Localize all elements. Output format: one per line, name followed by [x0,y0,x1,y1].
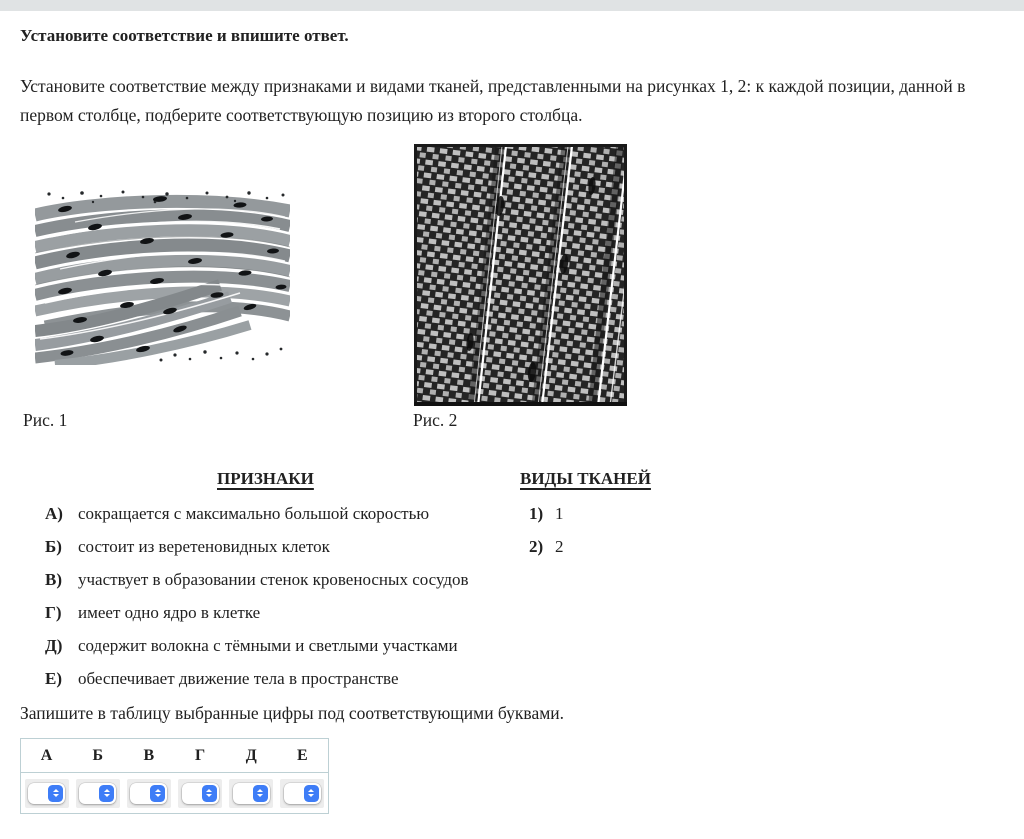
smooth-muscle-drawing [35,185,290,365]
task-instruction: Установите соответствие между признаками и видами тканей, представленными на рисунках 1, 2: к каждой позиции, данной в первом столбце, подберите соответствующую позицию из второго столбца. [20,76,966,125]
type-value-1: 1 [555,504,564,523]
chevron-down-icon [104,794,110,797]
stepper-arrows-icon [253,785,268,802]
chevron-down-icon [53,794,59,797]
write-answer-instruction: Запишите в таблицу выбранные цифры под соответствующими буквами. [20,703,565,723]
chevron-up-icon [155,789,161,792]
feature-letter-v: В) [45,570,62,589]
chevron-down-icon [206,794,212,797]
feature-text-e: обеспечивает движение тела в пространстве [78,669,399,688]
figure-2-caption: Рис. 2 [413,410,458,430]
stepper-arrows-icon [150,785,165,802]
answer-select-v[interactable] [130,783,167,804]
feature-text-a: сокращается с максимально большой скоростью [78,504,430,523]
chevron-up-icon [308,789,314,792]
chevron-up-icon [53,789,59,792]
feature-letter-e: Е) [45,669,62,688]
answer-select-d[interactable] [233,783,270,804]
chevron-down-icon [308,794,314,797]
type-value-2: 2 [555,537,564,556]
chevron-down-icon [155,794,161,797]
chevron-up-icon [257,789,263,792]
stepper-arrows-icon [202,785,217,802]
feature-letter-g: Г) [45,603,62,622]
top-bar [0,0,1024,11]
feature-letter-b: Б) [45,537,62,556]
stepper-arrows-icon [99,785,114,802]
page-title: Установите соответствие и впишите ответ. [20,26,349,45]
figure-1-caption: Рис. 1 [23,410,68,430]
chevron-up-icon [206,789,212,792]
feature-text-v: участвует в образовании стенок кровеносных сосудов [78,570,469,589]
answer-table-input-row [21,773,328,813]
feature-letter-a: А) [45,504,63,523]
feature-letter-d: Д) [45,636,63,655]
answer-select-g[interactable] [182,783,219,804]
answer-select-a[interactable] [28,783,65,804]
answer-col-header-b: Б [92,746,104,764]
tissue-types-header: ВИДЫ ТКАНЕЙ [520,469,651,488]
type-number-1: 1) [529,504,544,523]
answer-col-header-g: Г [194,746,206,764]
answer-col-header-v: В [143,746,155,764]
stepper-arrows-icon [48,785,63,802]
features-header: ПРИЗНАКИ [217,469,314,488]
answer-col-header-e: Е [297,746,308,764]
answer-col-header-d: Д [245,746,257,764]
figure-2-striated-muscle-image [414,144,627,406]
answer-col-header-a: А [40,746,53,764]
answer-table-header-row [21,739,328,773]
striated-muscle-drawing [414,144,627,406]
answer-select-e[interactable] [284,783,321,804]
feature-text-g: имеет одно ядро в клетке [78,603,261,622]
answer-table [20,738,329,814]
type-number-2: 2) [529,537,544,556]
stepper-arrows-icon [304,785,319,802]
chevron-down-icon [257,794,263,797]
answer-select-b[interactable] [79,783,116,804]
chevron-up-icon [104,789,110,792]
figure-1-smooth-muscle-image [35,185,290,365]
feature-text-b: состоит из веретеновидных клеток [78,537,330,556]
feature-text-d: содержит волокна с тёмными и светлыми участками [78,636,458,655]
